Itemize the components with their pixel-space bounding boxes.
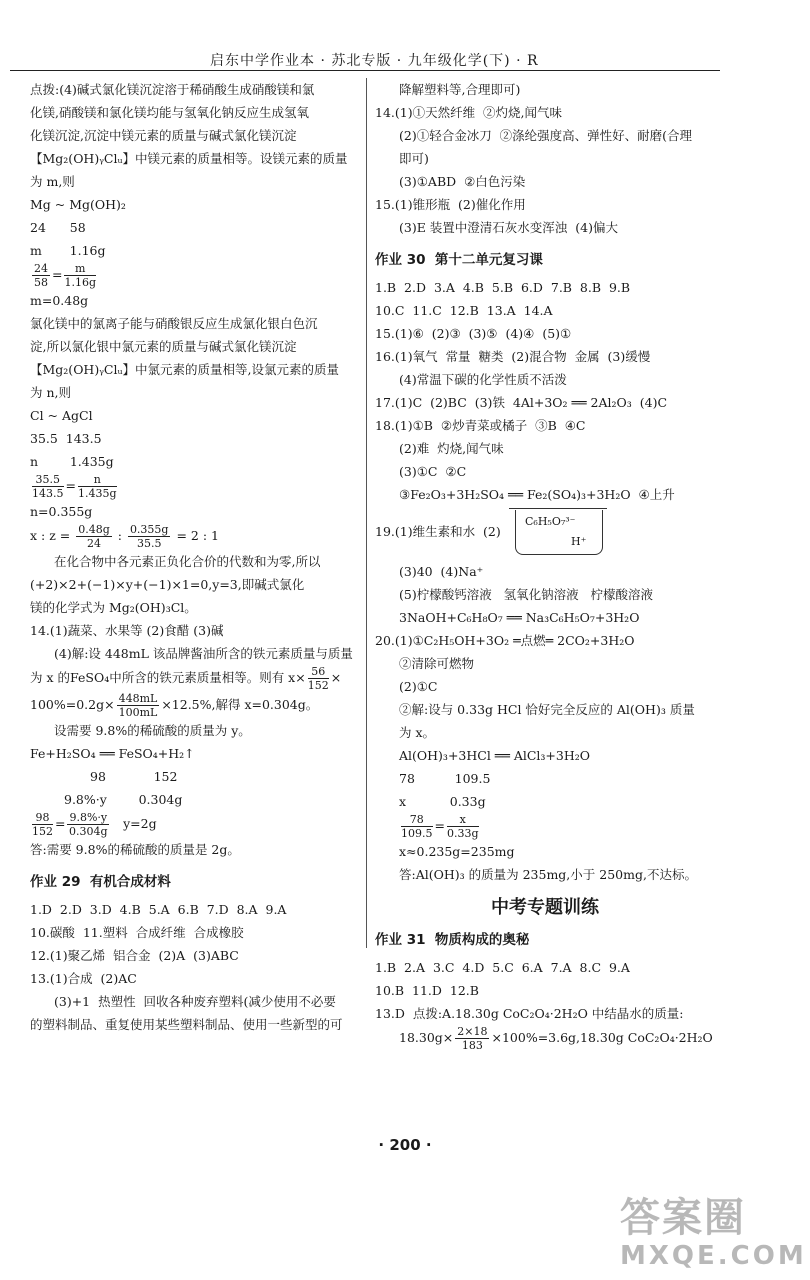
q19-beaker-row [375,506,715,560]
equation-line: 20.(1)①C₂H₅OH+3O₂ ═点燃═ 2CO₂+3H₂O [375,633,635,648]
answer-line: 17.(1)C (2)BC (3)铁 4Al+3O₂ ══ 2Al₂O₃ (4)C [375,395,668,410]
answer-line: 15.(1)⑥ (2)③ (3)⑤ (4)④ (5)① [375,326,572,341]
section-heading: 作业 30 第十二单元复习课 [375,252,543,268]
answer-line: ②清除可燃物 [399,656,475,671]
text-line: 【Mg₂(OH)ᵧClᵤ】中氯元素的质量相等,设氯元素的质量 [30,362,339,377]
fraction-line: 18.30g× $\frac{2\times 18}{183}$ ×100%=3.6g,18.30g CoC₂O₄·2H₂O [399,1025,713,1052]
answer-line: 14.(1)①天然纤维 ②灼烧,闻气味 [375,105,563,120]
calc-line: n 1.435g [30,454,114,469]
answer-line: (3)①C ②C [399,464,467,479]
answer-line: 14.(1)蔬菜、水果等 (2)食醋 (3)碱 [30,623,224,638]
answer-line: (2)难 灼烧,闻气味 [399,441,504,456]
section-heading: 作业 31 物质构成的奥秘 [375,932,530,948]
calc-line: m 1.16g [30,243,106,258]
calc-line: 78 109.5 [399,771,491,786]
fraction-equation: $\frac{98}{152}$ = $\frac{9.8\%\cdot y}{0.304g}$ y=2g [32,811,157,838]
calc-line: Cl ~ AgCl [30,408,93,423]
answer-line: (3)①ABD ②白色污染 [399,174,526,189]
calc-line: 9.8%·y 0.304g [64,792,183,807]
equation-line: 3NaOH+C₆H₈O₇ ══ Na₃C₆H₅O₇+3H₂O [399,610,640,625]
result-line: n=0.355g [30,504,93,519]
answer-line: (3)E 装置中澄清石灰水变浑浊 (4)偏大 [399,220,618,235]
answer-line: 19.(1)维生素和水 (2) [375,524,501,539]
beaker-label: C₆H₅O₇³⁻ [525,515,576,528]
calc-line: x 0.33g [399,794,486,809]
equation-line: Al(OH)₃+3HCl ══ AlCl₃+3H₂O [399,748,591,763]
beaker-rim [509,508,607,509]
answer-line: 即可) [399,151,429,166]
answer-line: 1.D 2.D 3.D 4.B 5.A 6.B 7.D 8.A 9.A [30,902,287,917]
answer-line: 13.(1)合成 (2)AC [30,971,137,986]
header-title: 启东中学作业本 · 苏北专版 · 九年级化学(下) · R [210,53,539,69]
result-line: x≈0.235g=235mg [399,844,515,859]
watermark-url: MXQE.COM [620,1241,807,1271]
calc-line: Mg ~ Mg(OH)₂ [30,197,126,212]
text-line: 化镁,硝酸镁和氯化镁均能与氢氧化钠反应生成氢氧 [30,105,309,120]
header-rule [10,70,720,71]
watermark-text: 答案圈 [620,1195,746,1241]
left-column [30,78,365,1036]
calc-line: 35.5 143.5 [30,431,102,446]
beaker-label: H⁺ [571,535,587,548]
column-divider [366,78,367,948]
answer-line: (4)常温下碳的化学性质不活泼 [399,372,567,387]
text-line: 为 n,则 [30,385,71,400]
right-column [375,78,715,1052]
answer-line: (4)解:设 448mL 该品牌酱油所含的铁元素质量与质量 [54,646,353,661]
text-line: 设需要 9.8%的稀硫酸的质量为 y。 [54,723,251,738]
text-line: 为 m,则 [30,174,75,189]
calc-line: 24 58 [30,220,86,235]
answer-line: 答:需要 9.8%的稀硫酸的质量是 2g。 [30,842,240,857]
section-heading: 作业 29 有机合成材料 [30,874,171,890]
answer-line: 为 x。 [399,725,436,740]
result-line: m=0.48g [30,293,89,308]
answer-line: 16.(1)氧气 常量 糖类 (2)混合物 金属 (3)缓慢 [375,349,651,364]
text-line: 在化合物中各元素正负化合价的代数和为零,所以 [54,554,321,569]
answer-line: (2)①轻合金冰刀 ②涤纶强度高、弹性好、耐磨(合理 [399,128,693,143]
answer-line: 答:Al(OH)₃ 的质量为 235mg,小于 250mg,不达标。 [399,867,697,882]
fraction-equation: $\frac{78}{109.5}$ = $\frac{x}{0.33g}$ [401,813,479,840]
answer-line: 13.D 点拨:A.18.30g CoC₂O₄·2H₂O 中结晶水的质量: [375,1006,684,1021]
text-line: 化镁沉淀,沉淀中镁元素的质量与碱式氯化镁沉淀 [30,128,297,143]
equation-line: Fe+H₂SO₄ ══ FeSO₄+H₂↑ [30,746,195,761]
fraction-line: 100%=0.2g× $\frac{448mL}{100mL}$ ×12.5%,解得 x=0.304g。 [30,692,319,719]
fraction-line: 为 x 的FeSO₄中所含的铁元素质量相等。则有 x× $\frac{56}{152}$ × [30,665,342,692]
answer-line: (3)40 (4)Na⁺ [399,564,484,579]
watermark-logo [620,1195,807,1271]
answer-line: 1.B 2.A 3.C 4.D 5.C 6.A 7.A 8.C 9.A [375,960,630,975]
ratio-equation: x : z = $\frac{0.48g}{24}$ : $\frac{0.355g}{35.5}$ = 2 : 1 [30,523,219,550]
answer-line: ③Fe₂O₃+3H₂SO₄ ══ Fe₂(SO₄)₃+3H₂O ④上升 [399,487,675,502]
fraction-equation: $\frac{35.5}{143.5}$ = $\frac{n}{1.435g}$ [32,473,117,500]
text-line: 氯化镁中的氯离子能与硝酸银反应生成氯化银白色沉 [30,316,318,331]
chapter-title: 中考专题训练 [491,897,599,918]
text-line: 镁的化学式为 Mg₂(OH)₃Cl。 [30,600,197,615]
answer-line: 12.(1)聚乙烯 铝合金 (2)A (3)ABC [30,948,239,963]
answer-line: 降解塑料等,合理即可) [399,82,521,97]
answer-line: 15.(1)锥形瓶 (2)催化作用 [375,197,526,212]
answer-line: 的塑料制品、重复使用某些塑料制品、使用一些新型的可 [30,1017,343,1032]
page-number: · 200 · [378,1136,432,1154]
text-line: 淀,所以氯化银中氯元素的质量与碱式氯化镁沉淀 [30,339,297,354]
answer-line: 10.碳酸 11.塑料 合成纤维 合成橡胶 [30,925,244,940]
calc-line: 98 152 [90,769,178,784]
text-line: 点拨:(4)碱式氯化镁沉淀溶于稀硝酸生成硝酸镁和氯 [30,82,315,97]
answer-line: (5)柠檬酸钙溶液 氢氧化钠溶液 柠檬酸溶液 [399,587,654,602]
answer-line: 10.C 11.C 12.B 13.A 14.A [375,303,553,318]
answer-line: 18.(1)①B ②炒青菜或橘子 ③B ④C [375,418,586,433]
answer-line: 10.B 11.D 12.B [375,983,479,998]
text-line: (+2)×2+(−1)×y+(−1)×1=0,y=3,即碱式氯化 [30,577,305,592]
text-line: 【Mg₂(OH)ᵧClᵤ】中镁元素的质量相等。设镁元素的质量 [30,151,348,166]
answer-line: ②解:设与 0.33g HCl 恰好完全反应的 Al(OH)₃ 质量 [399,702,695,717]
answer-line: (2)①C [399,679,438,694]
answer-line: (3)+1 热塑性 回收各种废弃塑料(减少使用不必要 [54,994,336,1009]
fraction-equation: $\frac{24}{58}$ = $\frac{m}{1.16g}$ [34,262,97,289]
answer-line: 1.B 2.D 3.A 4.B 5.B 6.D 7.B 8.B 9.B [375,280,631,295]
